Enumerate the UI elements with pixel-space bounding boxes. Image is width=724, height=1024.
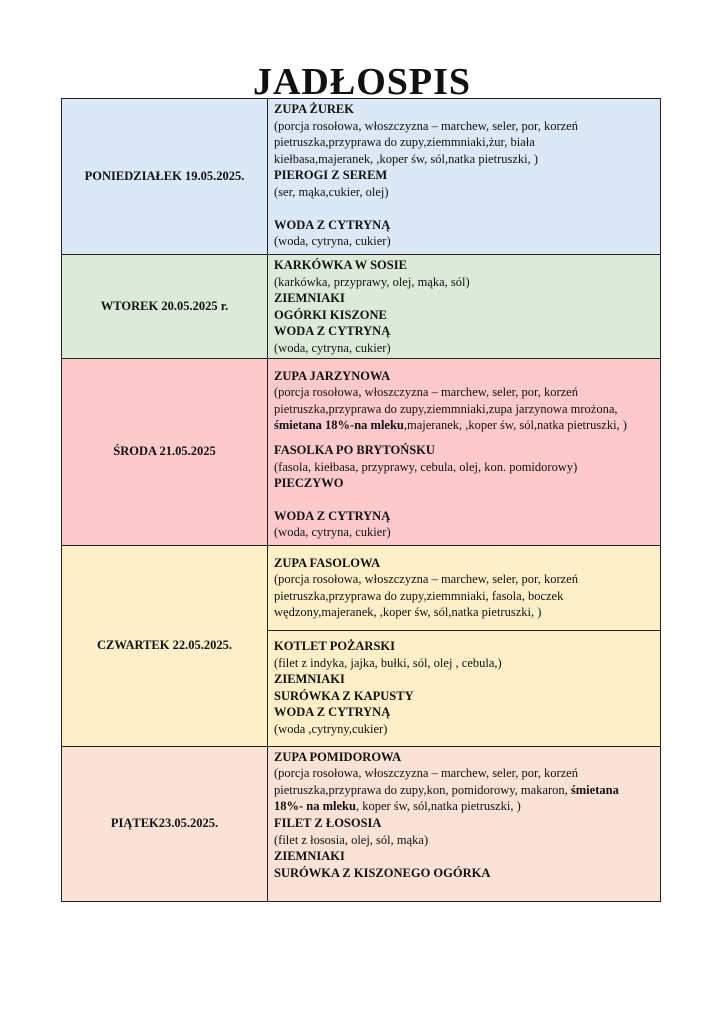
drink-ingredients: (woda, cytryna, cukier): [274, 525, 391, 540]
dish-ingredients-bold: śmietana 18%-na mleku: [274, 418, 404, 433]
dish-name: ZIEMNIAKI: [274, 291, 345, 306]
dish-ingredients: (porcja rosołowa, włoszczyzna – marchew, seler, por, korzeń: [274, 572, 578, 587]
dish-ingredients: (fasola, kiełbasa, przyprawy, cebula, olej, kon. pomidorowy): [274, 459, 578, 474]
dish-ingredients: (porcja rosołowa, włoszczyzna – marchew, seler, por, korzeń: [274, 766, 578, 781]
dish-ingredients: pietruszka,przyprawa do zupy,kon, pomidorowy, makaron,: [274, 782, 571, 797]
table-row-thursday: [62, 545, 661, 746]
dish-ingredients-bold: śmietana: [570, 782, 619, 797]
dish-ingredients: (karkówka, przyprawy, olej, mąka, sól): [274, 274, 470, 289]
day-menu-wednesday: [268, 358, 661, 545]
dish-ingredients: (porcja rosołowa, włoszczyzna – marchew, seler, por, korzeń: [274, 385, 578, 400]
dish-ingredients: , koper św, sól,natka pietruszki, ): [355, 799, 521, 814]
day-label-friday: PIĄTEK23.05.2025.: [62, 746, 268, 901]
table-row-monday: [62, 99, 661, 255]
drink-name: WODA Z CYTRYNĄ: [274, 705, 391, 720]
day-label-tuesday: WTOREK 20.05.2025 r.: [62, 255, 268, 359]
dish-name: ZUPA POMIDOROWA: [274, 749, 402, 764]
dish-ingredients-line: [274, 782, 654, 799]
menu-table: [61, 98, 661, 902]
dish-name: FASOLKA PO BRYTOŃSKU: [274, 442, 435, 457]
dish-ingredients: ,majeranek, ,koper św, sól,natka pietruszki, ): [403, 418, 627, 433]
drink-name: WODA Z CYTRYNĄ: [274, 217, 391, 232]
dish-ingredients-line: [274, 798, 654, 815]
day-label-monday: PONIEDZIAŁEK 19.05.2025.: [62, 99, 268, 255]
dish-name: KARKÓWKA W SOSIE: [274, 258, 407, 272]
dish-name: FILET Z ŁOSOSIA: [274, 815, 382, 830]
table-row-wednesday: [62, 358, 661, 545]
drink-ingredients: (woda ,cytryny,cukier): [274, 721, 388, 736]
page-title: JADŁOSPIS: [252, 61, 472, 103]
dish-ingredients: (filet z łososia, olej, sól, mąka): [274, 832, 429, 847]
drink-ingredients: (woda, cytryna, cukier): [274, 340, 391, 355]
table-row-tuesday: [62, 255, 661, 359]
dish-ingredients-line: [274, 417, 654, 434]
dish-name: SURÓWKA Z KAPUSTY: [274, 688, 414, 703]
dish-name: PIECZYWO: [274, 476, 344, 491]
day-label-wednesday: ŚRODA 21.05.2025: [62, 358, 268, 545]
table-row-friday: [62, 746, 661, 901]
drink-name: WODA Z CYTRYNĄ: [274, 324, 391, 339]
dish-name: ZIEMNIAKI: [274, 849, 345, 864]
dish-name: PIEROGI Z SEREM: [274, 168, 388, 183]
day-label-thursday: CZWARTEK 22.05.2025.: [62, 545, 268, 746]
dish-ingredients: (porcja rosołowa, włoszczyzna – marchew, seler, por, korzeń: [274, 118, 578, 133]
dish-ingredients: kiełbasa,majeranek, ,koper św, sól,natka pietruszki, ): [274, 151, 539, 166]
dish-name: ZUPA FASOLOWA: [274, 555, 381, 570]
drink-ingredients: (woda, cytryna, cukier): [274, 234, 391, 249]
dish-ingredients: (ser, mąka,cukier, olej): [274, 184, 389, 199]
dish-ingredients: pietruszka,przyprawa do zupy,ziemmniaki, fasola, boczek: [274, 588, 564, 603]
dish-ingredients: (filet z indyka, jajka, bułki, sól, olej , cebula,): [274, 655, 502, 670]
drink-name: WODA Z CYTRYNĄ: [274, 508, 391, 523]
dish-name: ZIEMNIAKI: [274, 672, 345, 687]
dish-name: ZUPA JARZYNOWA: [274, 368, 391, 383]
dish-name: OGÓRKI KISZONE: [274, 307, 387, 322]
dish-ingredients: pietruszka,przyprawa do zupy,ziemmniaki,zupa jarzynowa mrożona,: [274, 401, 618, 416]
day-menu-thursday: [268, 545, 661, 746]
dish-name: KOTLET POŻARSKI: [274, 638, 395, 653]
dish-ingredients: pietruszka,przyprawa do zupy,ziemmniaki,żur, biała: [274, 135, 535, 150]
dish-ingredients: wędzony,majeranek, ,koper św, sól,natka pietruszki, ): [274, 605, 542, 620]
day-menu-monday: [268, 99, 661, 255]
dish-name: SURÓWKA Z KISZONEGO OGÓRKA: [274, 865, 491, 880]
day-menu-friday: [268, 746, 661, 901]
dish-ingredients-bold: 18%- na mleku: [274, 799, 356, 814]
dish-name: ZUPA ŻUREK: [274, 102, 354, 116]
day-menu-tuesday: [268, 255, 661, 359]
